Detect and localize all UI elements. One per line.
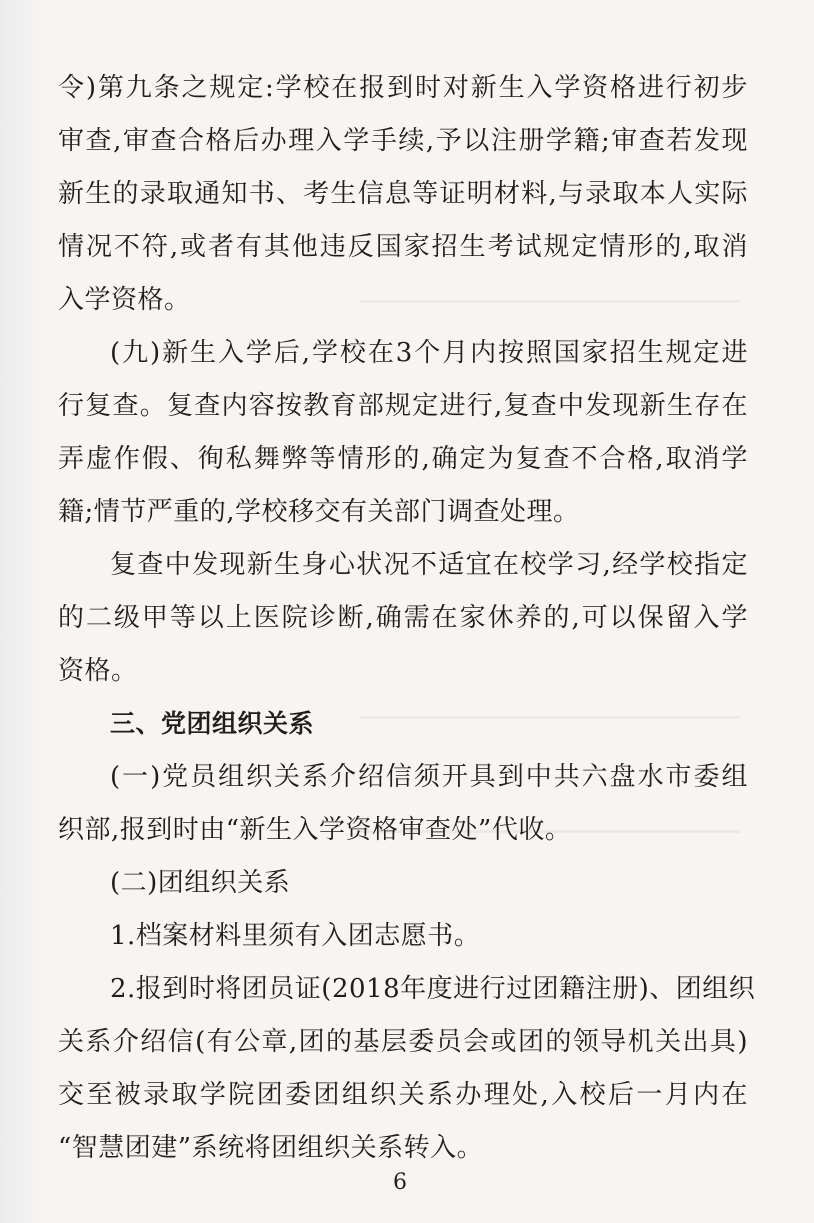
text-line: 2.报到时将团员证(2018年度进行过团籍注册)、团组织 bbox=[110, 974, 756, 1004]
text-line: 复查中发现新生身心状况不适宜在校学习,经学校指定 bbox=[110, 550, 748, 580]
text-line: 资格。 bbox=[58, 656, 138, 686]
text-line: 情况不符,或者有其他违反国家招生考试规定情形的,取消 bbox=[58, 232, 748, 262]
text-line: 行复查。复查内容按教育部规定进行,复查中发现新生存在 bbox=[58, 391, 748, 421]
page-number: 6 bbox=[393, 1170, 407, 1195]
page-spine-shadow bbox=[0, 0, 42, 1223]
text-line: 籍;情节严重的,学校移交有关部门调查处理。 bbox=[58, 497, 580, 527]
text-line: 令)第九条之规定:学校在报到时对新生入学资格进行初步 bbox=[58, 73, 748, 103]
text-line: 入学资格。 bbox=[58, 285, 191, 315]
text-line: (一)党员组织关系介绍信须开具到中共六盘水市委组 bbox=[110, 762, 748, 792]
section-heading: 三、党团组织关系 bbox=[110, 709, 315, 738]
text-line: 关系介绍信(有公章,团的基层委员会或团的领导机关出具) bbox=[58, 1027, 748, 1057]
text-line: 交至被录取学院团委团组织关系办理处,入校后一月内在 bbox=[58, 1080, 748, 1110]
text-line: (九)新生入学后,学校在3个月内按照国家招生规定进 bbox=[110, 338, 748, 368]
body-text bbox=[58, 68, 756, 1181]
text-line: 审查,审查合格后办理入学手续,予以注册学籍;审查若发现 bbox=[58, 126, 748, 156]
text-line: “智慧团建”系统将团组织关系转入。 bbox=[58, 1133, 484, 1163]
text-line: 新生的录取通知书、考生信息等证明材料,与录取本人实际 bbox=[58, 179, 748, 209]
text-line: (二)团组织关系 bbox=[110, 868, 291, 898]
text-line: 织部,报到时由“新生入学资格审查处”代收。 bbox=[58, 815, 572, 845]
text-line: 1.档案材料里须有入团志愿书。 bbox=[110, 921, 481, 951]
text-line: 的二级甲等以上医院诊断,确需在家休养的,可以保留入学 bbox=[58, 603, 748, 633]
text-line: 弄虚作假、徇私舞弊等情形的,确定为复查不合格,取消学 bbox=[58, 444, 748, 474]
